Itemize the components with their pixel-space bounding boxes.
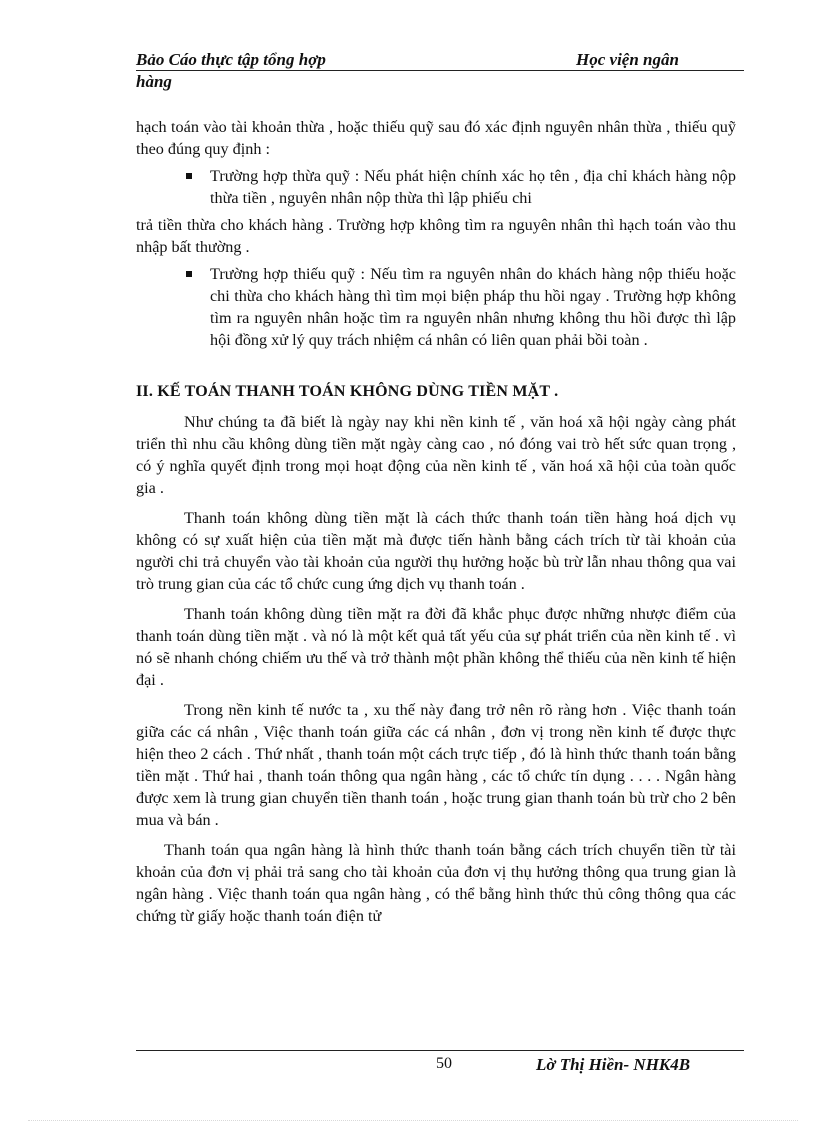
paragraph-bank-payment: Thanh toán qua ngân hàng là hình thức thanh toán bằng cách trích chuyển tiền từ tài khoản của đơn vị phải trả sang cho tài khoản của đơn vị thụ hưởng thông qua trung gian là ngân hàng . Việc thanh toán qua ngân hàng , có thể bằng hình thức thủ công thông qua các chứng từ giấy hoặc thanh toán điện tử — [136, 841, 736, 925]
paragraph-intro: Như chúng ta đã biết là ngày nay khi nền kinh tế , văn hoá xã hội ngày càng phát triển thì nhu cầu không dùng tiền mặt ngày càng cao , nó đóng vai trò hết sức quan trọng , có ý nghĩa quyết định trong mọi hoạt động của nền kinh tế , văn hoá xã hội của toàn quốc gia . — [136, 413, 736, 497]
page-number: 50 — [436, 1055, 452, 1072]
header-report-title: Bảo Cáo thực tập tổng hợp — [136, 50, 326, 69]
header-institution: Học viện ngân — [576, 50, 679, 69]
footer-divider — [136, 1050, 744, 1051]
page-header — [136, 50, 744, 94]
bullet-square-icon — [186, 271, 192, 277]
section-heading: II. KẾ TOÁN THANH TOÁN KHÔNG DÙNG TIỀN MẶT . — [136, 383, 559, 400]
paragraph-surplus-continued: trả tiền thừa cho khách hàng . Trường hợp không tìm ra nguyên nhân thì hạch toán vào thu nhập bất thường . — [136, 216, 736, 256]
header-institution-continuation: hàng — [136, 72, 172, 91]
bullet-item-shortage — [136, 263, 736, 351]
footer-author: Lờ Thị Hiền- NHK4B — [536, 1055, 691, 1074]
paragraph-trends: Trong nền kinh tế nước ta , xu thế này đang trở nên rõ ràng hơn . Việc thanh toán giữa các cá nhân , Việc thanh toán giữa các cá nhân , đơn vị trong nền kinh tế được thực hiện theo 2 cách . Thứ nhất , thanh toán một cách trực tiếp , đó là hình thức thanh toán bằng tiền mặt . Thứ hai , thanh toán thông qua ngân hàng , các tổ chức tín dụng . . . . Ngân hàng được xem là trung gian chuyển tiền thanh toán , hoặc trung gian thanh toán bù trừ cho 2 bên mua và bán . — [136, 701, 736, 829]
paragraph-accounting-surplus: hạch toán vào tài khoản thừa , hoặc thiếu quỹ sau đó xác định nguyên nhân thừa , thiếu quỹ theo đúng quy định : — [136, 118, 736, 158]
bullet-text-shortage: Trường hợp thiếu quỹ : Nếu tìm ra nguyên nhân do khách hàng nộp thiếu hoặc chi thừa cho khách hàng thì tìm mọi biện pháp thu hồi ngay . Trường hợp không tìm ra nguyên nhân hoặc tìm ra nguyên nhân nhưng không thu hồi được thì lập hội đồng xử lý quy trách nhiệm cá nhân có liên quan phải bồi toàn . — [210, 265, 736, 349]
paragraph-advantages: Thanh toán không dùng tiền mặt ra đời đã khắc phục được những nhược điểm của thanh toán dùng tiền mặt . và nó là một kết quả tất yếu của sự phát triển của nền kinh tế . vì nó sẽ nhanh chóng chiếm ưu thế và trở thành một phần không thể thiếu của nền kinh tế hiện đại . — [136, 605, 736, 689]
document-body — [136, 116, 736, 927]
bullet-square-icon — [186, 173, 192, 179]
bullet-item-surplus — [136, 165, 736, 209]
page-edge-dotted-line — [28, 1120, 798, 1121]
header-divider — [136, 70, 744, 71]
bullet-text-surplus: Trường hợp thừa quỹ : Nếu phát hiện chính xác họ tên , địa chỉ khách hàng nộp thừa tiền , nguyên nhân nộp thừa thì lập phiếu chi — [210, 167, 736, 207]
paragraph-definition: Thanh toán không dùng tiền mặt là cách thức thanh toán tiền hàng hoá dịch vụ không có sự xuất hiện của tiền mặt mà được tiến hành bằng cách trích từ tài khoản của người chi trả chuyển vào tài khoản của người thụ hưởng hoặc bù trừ lẫn nhau thông qua vai trò trung gian của các tổ chức cung ứng dịch vụ thanh toán . — [136, 509, 736, 593]
